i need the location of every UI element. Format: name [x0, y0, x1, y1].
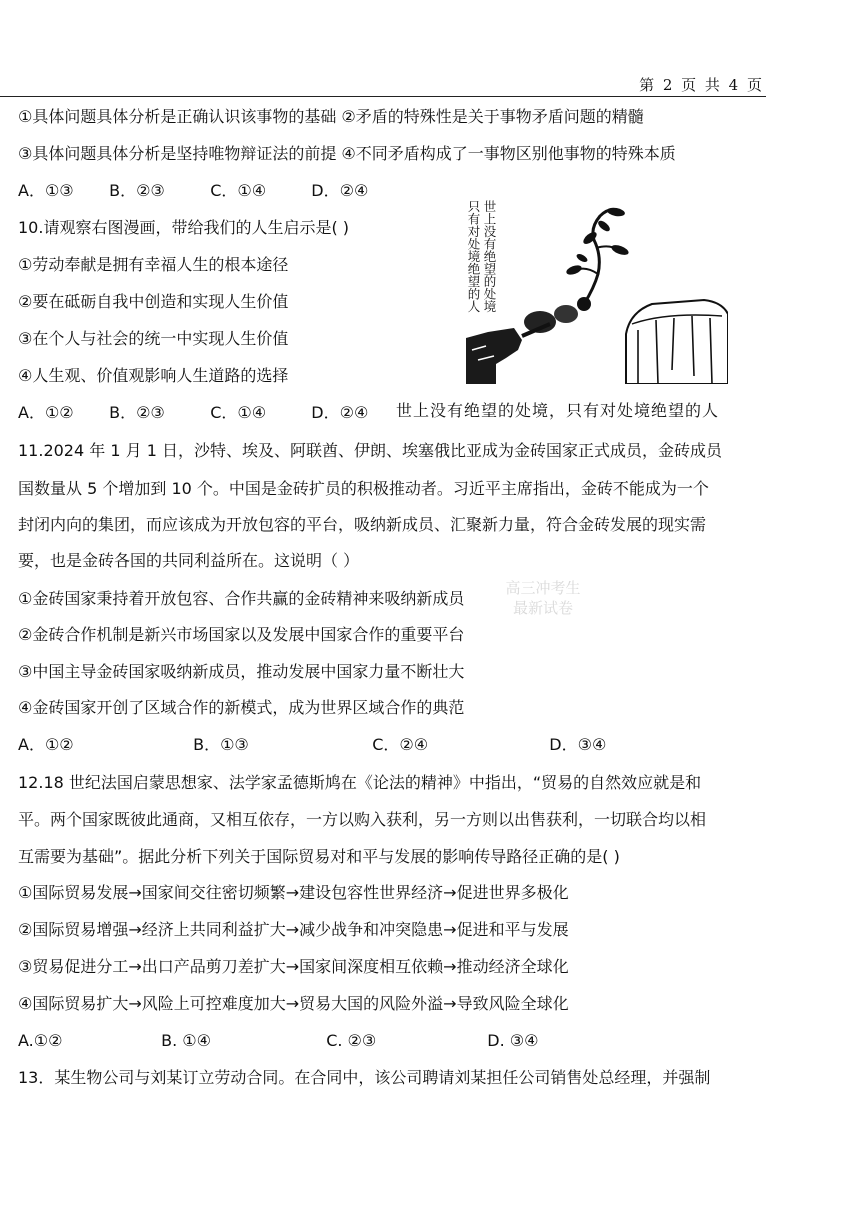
q11-option-d: D．③④: [549, 735, 607, 754]
q11-option-a: A．①②: [18, 735, 74, 754]
q11-option-b: B．①③: [193, 735, 249, 754]
q11-line-2: 国数量从 5 个增加到 10 个。中国是金砖扩员的积极推动者。习近平主席指出，金砖不能成为一个: [18, 479, 709, 498]
q10-item-2: ②要在砥砺自我中创造和实现人生价值: [18, 292, 289, 311]
q10-option-b: B．②③: [109, 403, 165, 422]
q10-option-c: C．①④: [210, 403, 267, 422]
watermark-line-2: 最新试卷: [512, 599, 573, 617]
q13-line-1: 13．某生物公司与刘某订立劳动合同。在合同中，该公司聘请刘某担任公司销售处总经理，并强制: [18, 1068, 711, 1087]
q9-option-d: D．②④: [311, 181, 369, 200]
cartoon-drawing: [466, 200, 728, 384]
q12-item-3: ③贸易促进分工→出口产品剪刀差扩大→国家间深度相互依赖→推动经济全球化: [18, 957, 569, 976]
q10-option-a: A．①②: [18, 403, 74, 422]
q9-options: [18, 180, 368, 202]
q11-line-3: 封闭内向的集团，而应该成为开放包容的平台，吸纳新成员、汇聚新力量，符合金砖发展的现实需: [18, 515, 707, 534]
q12-item-2: ②国际贸易增强→经济上共同利益扩大→减少战争和冲突隐患→促进和平与发展: [18, 920, 569, 939]
q12-line-3: 互需要为基础”。据此分析下列关于国际贸易对和平与发展的影响传导路径正确的是( ): [18, 847, 620, 866]
q12-line-2: 平。两个国家既彼此通商，又相互依存，一方以购入获利，另一方则以出售获利，一切联合均以相: [18, 810, 707, 829]
cartoon-text-right: 世上没有绝望的处境: [482, 200, 497, 313]
q10-stem: 10.请观察右图漫画，带给我们的人生启示是( ): [18, 218, 350, 237]
q9-option-c: C．①④: [210, 181, 267, 200]
watermark-line-1: 高三冲考生: [505, 579, 581, 597]
q12-item-1: ①国际贸易发展→国家间交往密切频繁→建设包容性世界经济→促进世界多极化: [18, 883, 569, 902]
watermark: [478, 578, 608, 618]
q10-options: [18, 402, 368, 424]
q9-line-2: ③具体问题具体分析是坚持唯物辩证法的前提 ④不同矛盾构成了一事物区别他事物的特殊本质: [18, 144, 676, 163]
cartoon-illustration: [466, 200, 728, 384]
q9-option-a: A．①③: [18, 181, 74, 200]
q10-item-3: ③在个人与社会的统一中实现人生价值: [18, 329, 289, 348]
header-rule: [0, 96, 766, 97]
q12-item-4: ④国际贸易扩大→风险上可控难度加大→贸易大国的风险外溢→导致风险全球化: [18, 994, 569, 1013]
q12-option-d: D. ③④: [487, 1031, 539, 1050]
q11-item-2: ②金砖合作机制是新兴市场国家以及发展中国家合作的重要平台: [18, 625, 465, 644]
q11-item-3: ③中国主导金砖国家吸纳新成员，推动发展中国家力量不断壮大: [18, 662, 465, 681]
q9-line-1: ①具体问题具体分析是正确认识该事物的基础 ②矛盾的特殊性是关于事物矛盾问题的精髓: [18, 107, 644, 126]
q12-option-c: C. ②③: [326, 1031, 377, 1050]
q10-item-4: ④人生观、价值观影响人生道路的选择: [18, 366, 289, 385]
q12-option-a: A.①②: [18, 1031, 63, 1050]
q12-option-b: B. ①④: [161, 1031, 211, 1050]
q11-options: [18, 734, 606, 756]
q11-option-c: C．②④: [372, 735, 429, 754]
q12-options: [18, 1030, 538, 1052]
q11-line-1: 11.2024 年 1 月 1 日，沙特、埃及、阿联酋、伊朗、埃塞俄比亚成为金砖国家正式成员，金砖成员: [18, 441, 722, 460]
q10-option-d: D．②④: [311, 403, 369, 422]
q11-item-4: ④金砖国家开创了区域合作的新模式，成为世界区域合作的典范: [18, 698, 465, 717]
q9-option-b: B．②③: [109, 181, 165, 200]
q10-item-1: ①劳动奉献是拥有幸福人生的根本途径: [18, 255, 289, 274]
page-number: 第 2 页 共 4 页: [639, 76, 764, 94]
q11-item-1: ①金砖国家秉持着开放包容、合作共赢的金砖精神来吸纳新成员: [18, 589, 465, 608]
cartoon-caption: 世上没有绝望的处境，只有对处境绝望的人: [396, 401, 720, 420]
cartoon-text-left: 只有对处境绝望的人: [466, 200, 481, 313]
q11-line-4: 要，也是金砖各国的共同利益所在。这说明（ ）: [18, 551, 360, 570]
q12-line-1: 12.18 世纪法国启蒙思想家、法学家孟德斯鸠在《论法的精神》中指出，“贸易的自然效应就是和: [18, 773, 702, 792]
